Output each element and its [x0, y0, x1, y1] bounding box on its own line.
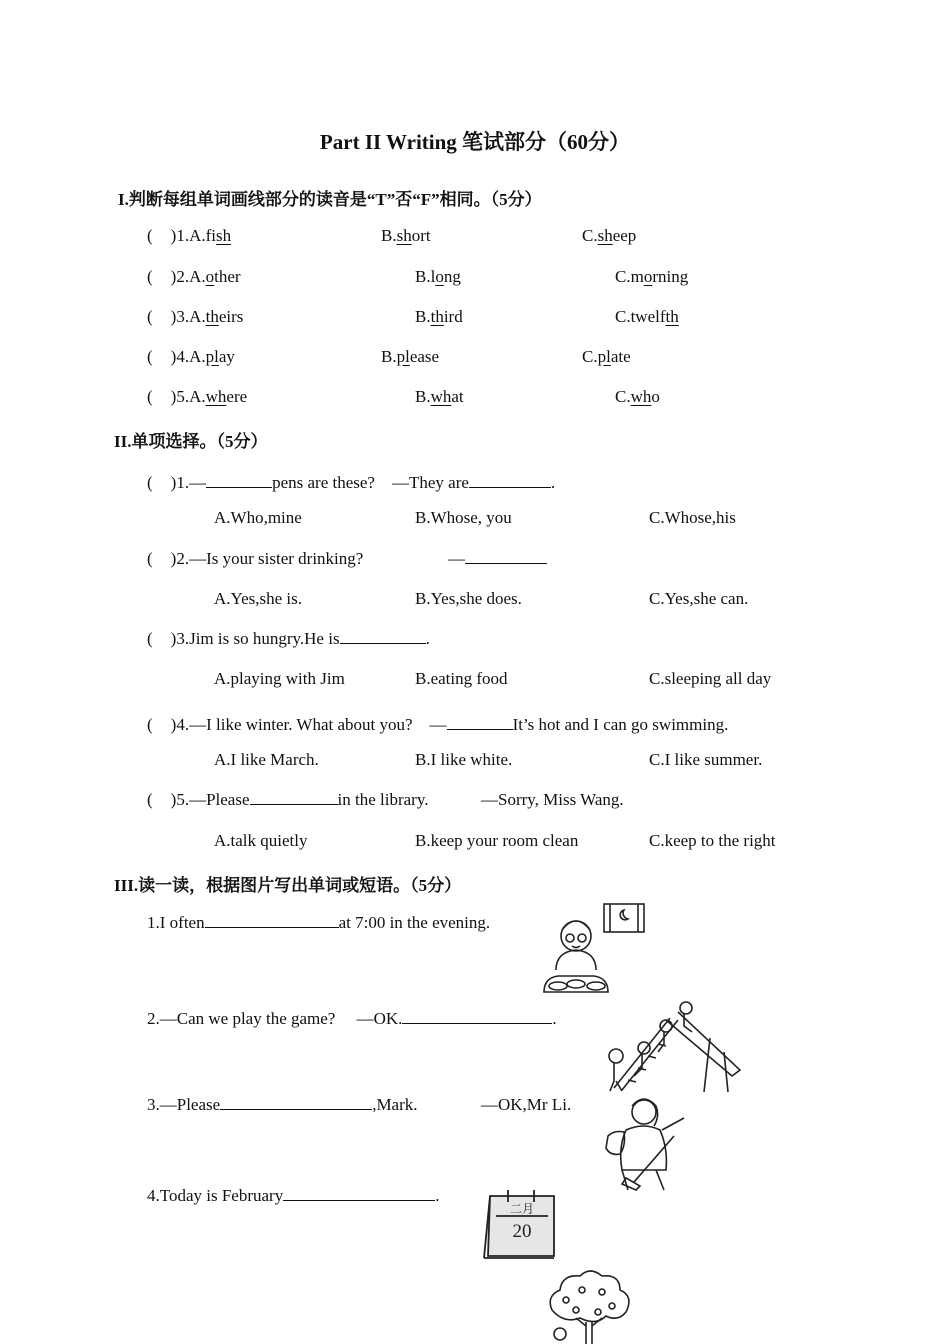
question-3-3: 3.—Please ,Mark. — [147, 1095, 418, 1114]
girl-sweeping-illustration — [604, 1096, 696, 1192]
option-c: C.who — [615, 387, 660, 406]
option-b: B.third — [415, 307, 463, 326]
option-b: B.please — [381, 347, 440, 366]
question-1-4: ( )4.A.play — [147, 347, 235, 366]
option-c: C.Yes,she can. — [649, 589, 749, 608]
question-3-4: 4.Today is February . — [147, 1186, 440, 1205]
option-c: C.plate — [582, 347, 631, 366]
option-a: A.Yes,she is. — [214, 589, 303, 608]
underlined-letters: wh — [430, 387, 452, 406]
question-2-1: ( )1.— pens are these? —They are . — [147, 473, 556, 492]
section-1-heading: I.判断每组单词画线部分的读音是“T”否“F”相同。（5分） — [118, 190, 542, 209]
page-title: Part II Writing 笔试部分（60分） — [319, 130, 631, 154]
question-2-3: ( )3.Jim is so hungry.He is . — [147, 629, 430, 648]
tree-illustration — [542, 1270, 634, 1344]
answer-blank[interactable] — [465, 549, 547, 564]
question-2-2: ( )2.—Is your sister drinking? — [147, 549, 364, 568]
option-c: C.sleeping all day — [649, 669, 772, 688]
question-2-5: ( )5.—Please in the library. — [147, 790, 429, 809]
answer-blank[interactable] — [402, 1009, 552, 1024]
calendar-month: 二月 — [509, 1202, 535, 1216]
option-c: C.sheep — [582, 226, 637, 245]
answer-blank[interactable] — [220, 1095, 372, 1110]
underlined-letters: wh — [205, 387, 227, 406]
underlined-letters: wh — [630, 387, 652, 406]
option-b: B.what — [415, 387, 464, 406]
option-a: A.playing with Jim — [214, 669, 345, 688]
underlined-letters: o — [205, 267, 215, 286]
question-1-5: ( )5.A.where — [147, 387, 248, 406]
underlined-letters: th — [205, 307, 219, 326]
underlined-letters: th — [665, 307, 679, 326]
option-c: C.morning — [615, 267, 689, 286]
option-a: A.I like March. — [214, 750, 319, 769]
answer-blank[interactable] — [283, 1186, 435, 1201]
underlined-letters: pl — [396, 347, 410, 366]
underlined-letters: pl — [597, 347, 611, 366]
option-b: B.keep your room clean — [415, 831, 579, 850]
question-3-2: 2.—Can we play the game? —OK. . — [147, 1009, 557, 1028]
answer-blank[interactable] — [250, 790, 338, 805]
underlined-letters: sh — [597, 226, 613, 245]
question-2-4: ( )4.—I like winter. What about you? — It’s hot and I can go swimming. — [147, 715, 729, 734]
answer-blank[interactable] — [469, 473, 551, 488]
question-3-3-reply: —OK,Mr Li. — [481, 1095, 572, 1114]
option-b: B.short — [381, 226, 431, 245]
question-2-5-reply: —Sorry, Miss Wang. — [481, 790, 624, 809]
underlined-letters: o — [435, 267, 444, 286]
underlined-letters: sh — [396, 226, 412, 245]
answer-blank[interactable] — [447, 715, 513, 730]
question-1-1: ( )1.A.fish — [147, 226, 232, 245]
option-c: C.keep to the right — [649, 831, 776, 850]
option-c: C.twelfth — [615, 307, 679, 326]
option-a: A.Who,mine — [214, 508, 302, 527]
section-3-heading: III.读一读，根据图片写出单词或短语。（5分） — [114, 876, 462, 895]
question-3-1: 1.I often at 7:00 in the evening. — [147, 913, 491, 932]
option-c: C.I like summer. — [649, 750, 763, 769]
question-1-2: ( )2.A.other — [147, 267, 241, 286]
underlined-letters: pl — [205, 347, 219, 366]
section-2-heading: II.单项选择。（5分） — [114, 432, 268, 451]
option-a: A.talk quietly — [214, 831, 308, 850]
question-1-3: ( )3.A.theirs — [147, 307, 244, 326]
calendar-day: 20 — [512, 1221, 532, 1242]
option-b: B.I like white. — [415, 750, 513, 769]
answer-blank[interactable] — [205, 913, 339, 928]
question-2-2-answer: — — [448, 549, 547, 569]
calendar-illustration — [480, 1188, 562, 1264]
answer-blank[interactable] — [206, 473, 272, 488]
boy-eating-dinner-illustration — [538, 900, 650, 996]
underlined-letters: th — [430, 307, 444, 326]
underlined-letters: sh — [216, 226, 232, 245]
option-b: B.Yes,she does. — [415, 589, 522, 608]
option-b: B.eating food — [415, 669, 508, 688]
option-b: B.long — [415, 267, 461, 286]
underlined-letters: o — [643, 267, 653, 286]
kids-on-slide-illustration — [600, 998, 746, 1094]
answer-blank[interactable] — [340, 629, 426, 644]
option-b: B.Whose, you — [415, 508, 512, 527]
option-c: C.Whose,his — [649, 508, 736, 527]
